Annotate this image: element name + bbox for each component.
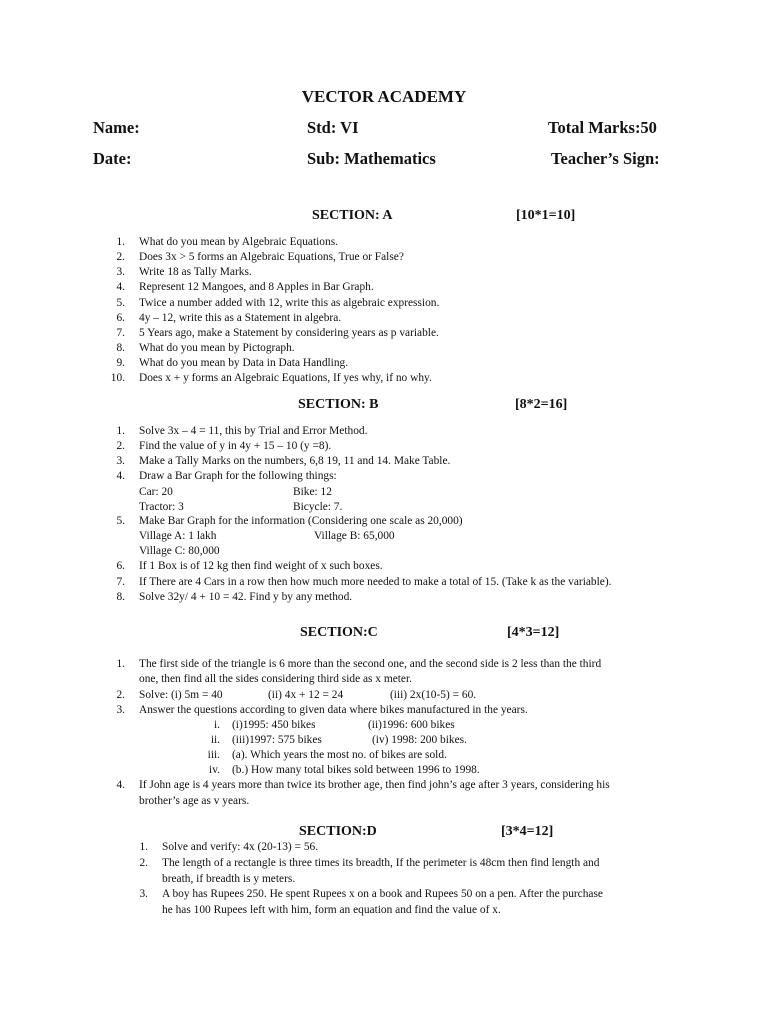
list-item-continuation: breath, if breadth is y meters. xyxy=(162,873,296,885)
date-label: Date: xyxy=(93,149,132,168)
page-title: VECTOR ACADEMY xyxy=(301,87,467,106)
data-value: Village B: 65,000 xyxy=(314,530,395,542)
data-value: Tractor: 3 xyxy=(139,501,184,513)
section-a-marks: [10*1=10] xyxy=(516,208,576,223)
section-c-title: SECTION:C xyxy=(300,625,378,640)
section-b-marks: [8*2=16] xyxy=(515,397,568,412)
list-item-continuation: he has 100 Rupees left with him, form an equation and find the value of x. xyxy=(162,904,501,916)
data-value: Village A: 1 lakh xyxy=(139,530,217,542)
section-d-marks: [3*4=12] xyxy=(501,824,554,839)
data-value: Village C: 80,000 xyxy=(139,545,220,557)
section-a-title: SECTION: A xyxy=(312,208,393,223)
name-label: Name: xyxy=(93,118,140,137)
standard-label: Std: VI xyxy=(307,118,359,137)
section-b-title: SECTION: B xyxy=(298,397,379,412)
subject-label: Sub: Mathematics xyxy=(307,149,436,168)
teacher-sign-label: Teacher’s Sign: xyxy=(551,149,660,168)
data-value: Bicycle: 7. xyxy=(293,501,343,513)
data-value: Car: 20 xyxy=(139,486,173,498)
list-item-continuation: one, then find all the sides considering third side as x meter. xyxy=(139,673,412,685)
list-item-continuation: brother’s age as v years. xyxy=(139,795,250,807)
section-c-marks: [4*3=12] xyxy=(507,625,560,640)
data-value: Bike: 12 xyxy=(293,486,332,498)
section-d-title: SECTION:D xyxy=(299,824,377,839)
total-marks-label: Total Marks:50 xyxy=(548,118,657,137)
